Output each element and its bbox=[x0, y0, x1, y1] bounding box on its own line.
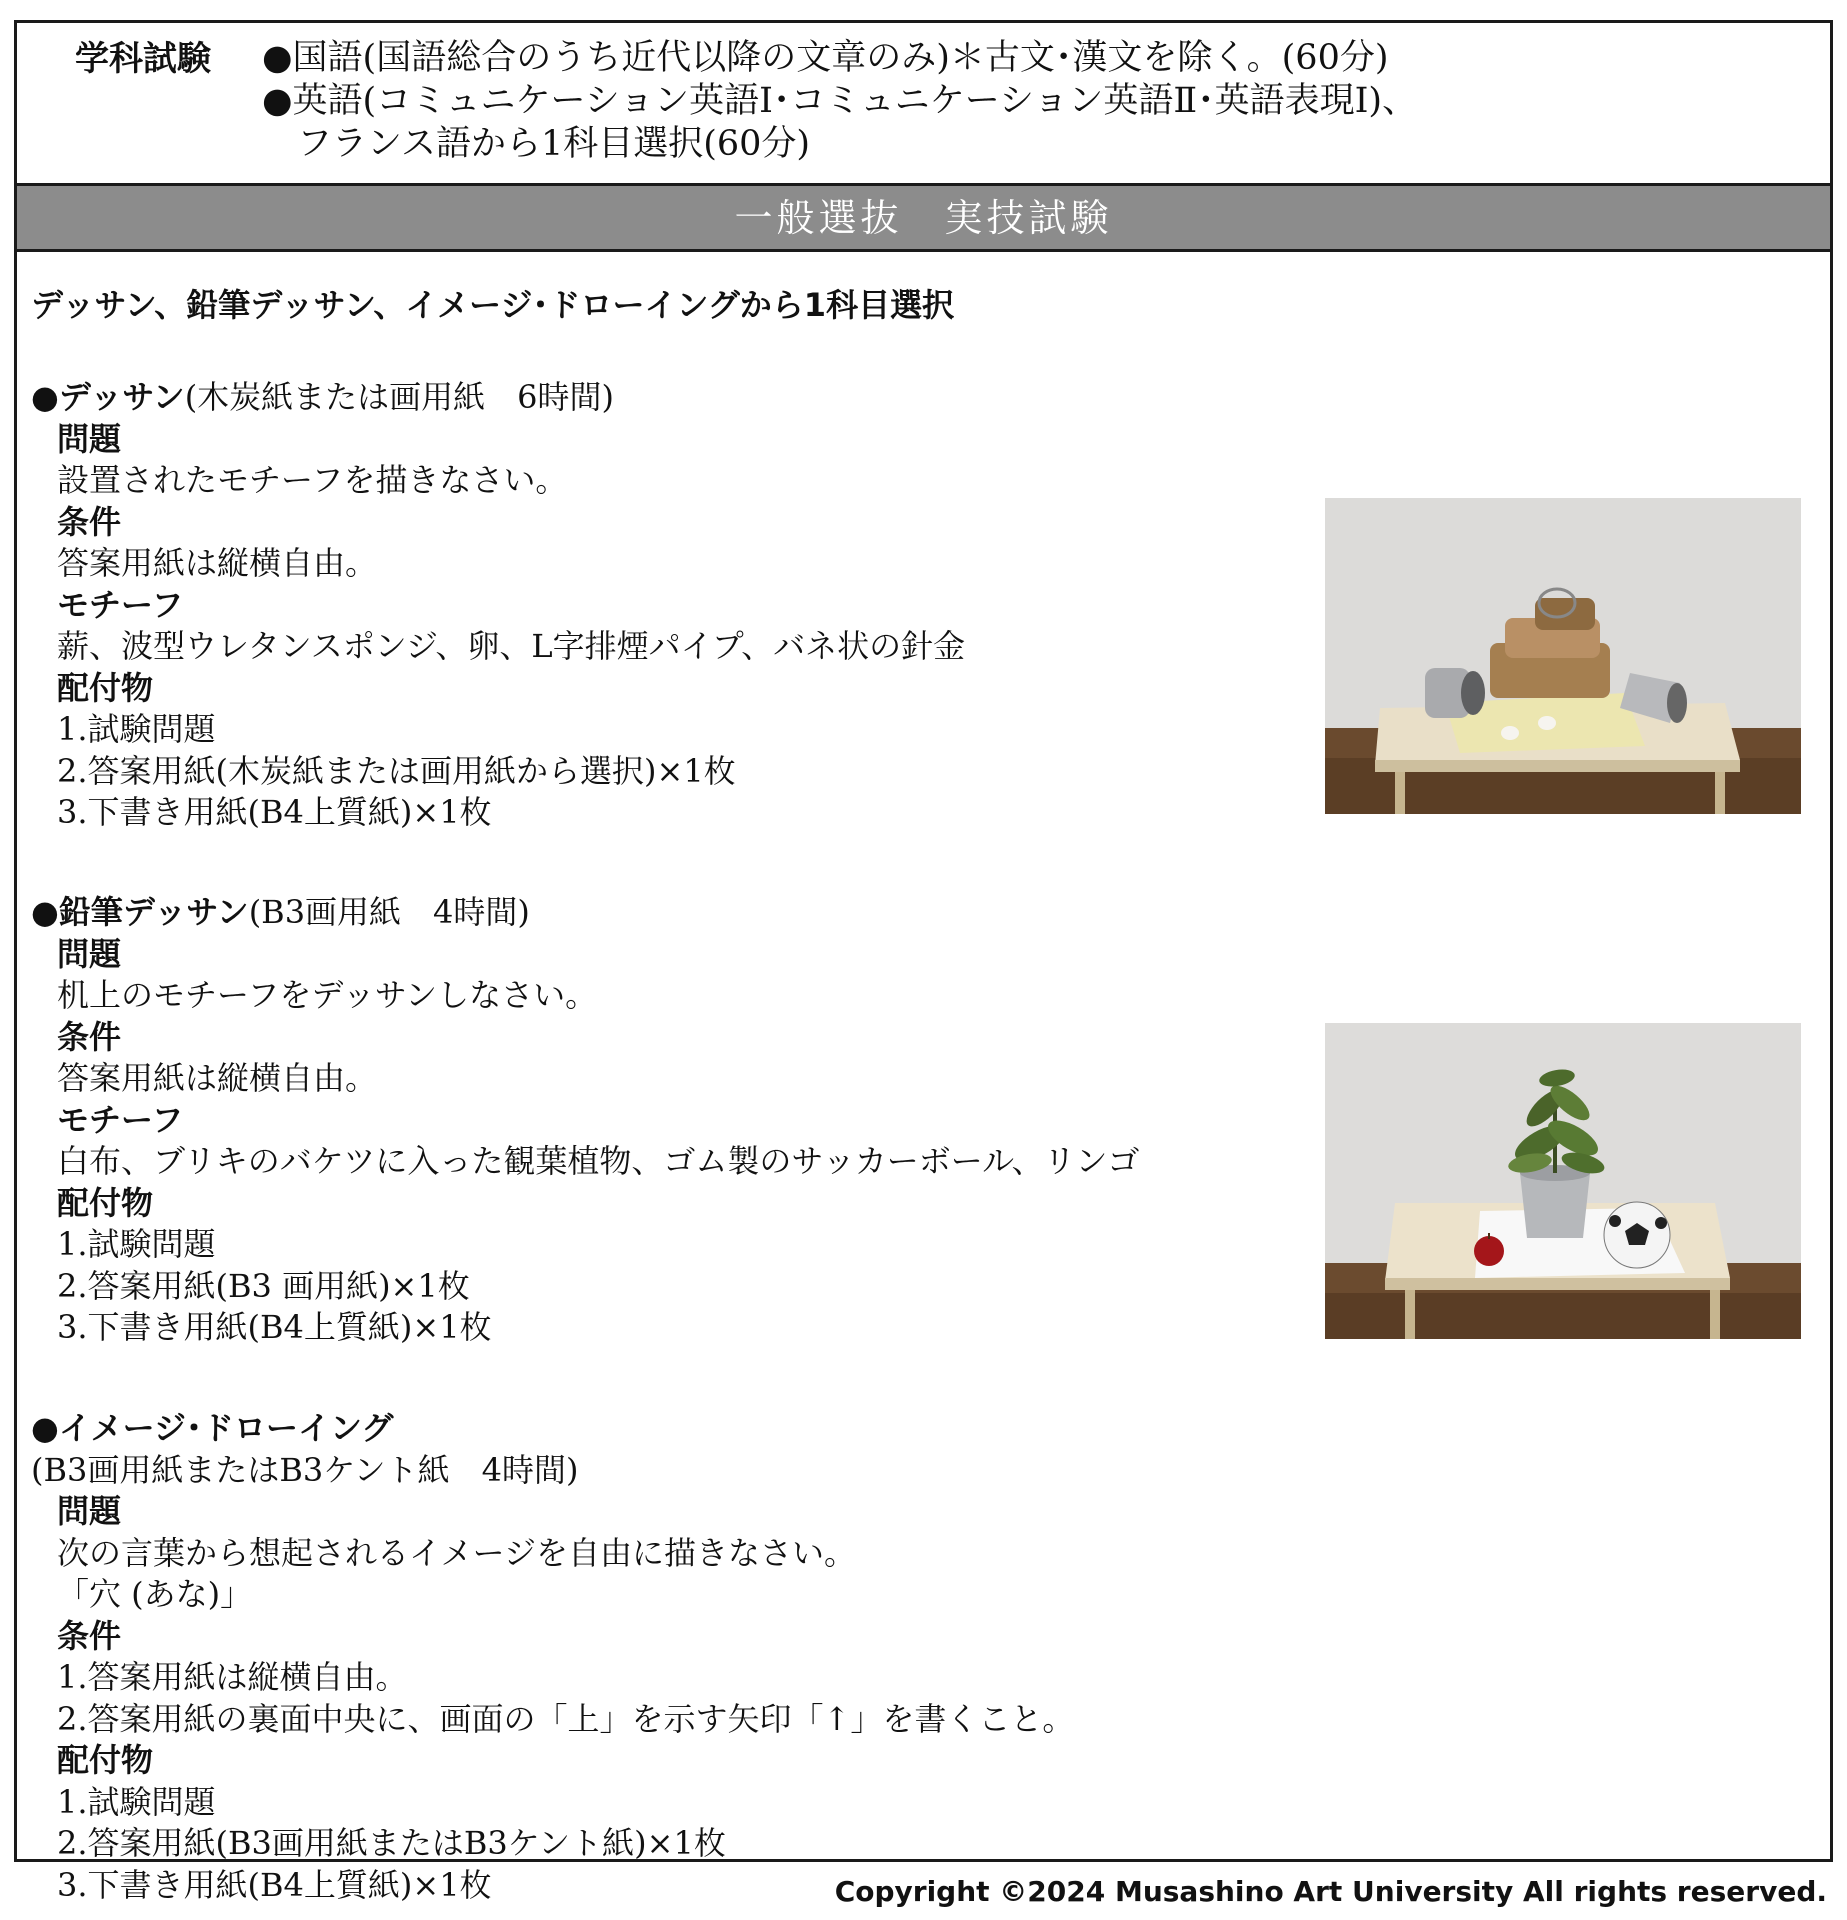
condition-item: 2.答案用紙の裏面中央に、画面の「上」を示す矢印「↑」を書くこと。 bbox=[57, 1699, 1075, 1738]
section-heading bbox=[31, 892, 1140, 934]
japanese-subject-line: ●国語(国語総合のうち近代以降の文章のみ)＊古文･漢文を除く。(60分) bbox=[262, 38, 1389, 78]
problem-word: 「穴 (あな)」 bbox=[57, 1575, 253, 1613]
pencil-dessin-motif-photo bbox=[1325, 1023, 1801, 1339]
motif-label: モチーフ bbox=[57, 1100, 184, 1139]
problem-text: 次の言葉から想起されるイメージを自由に描きなさい。 bbox=[57, 1533, 857, 1572]
condition-text: 答案用紙は縦横自由。 bbox=[57, 544, 378, 582]
academic-exam-label: 学科試験 bbox=[75, 39, 211, 79]
supply-item: 3.下書き用紙(B4上質紙)×1枚 bbox=[57, 1865, 492, 1904]
supply-item: 3.下書き用紙(B4上質紙)×1枚 bbox=[57, 793, 492, 831]
section-heading bbox=[31, 377, 965, 419]
motif-text: 薪、波型ウレタンスポンジ、卵、L字排煙パイプ、バネ状の針金 bbox=[57, 627, 966, 665]
english-subject-line: ●英語(コミュニケーション英語Ⅰ･コミュニケーション英語Ⅱ･英語表現Ⅰ)、 bbox=[262, 81, 1418, 121]
supply-item: 1.試験問題 bbox=[57, 1225, 216, 1263]
academic-exam-row bbox=[17, 23, 1830, 186]
problem-label: 問題 bbox=[57, 934, 122, 973]
supplies-label: 配付物 bbox=[57, 1183, 154, 1222]
section-spec: (木炭紙または画用紙 6時間) bbox=[184, 378, 615, 416]
supply-item: 2.答案用紙(木炭紙または画用紙から選択)×1枚 bbox=[57, 751, 736, 790]
section-title: ●鉛筆デッサン bbox=[31, 893, 249, 931]
condition-label: 条件 bbox=[57, 502, 122, 541]
condition-label: 条件 bbox=[57, 1017, 122, 1056]
practical-exam-banner: 一般選抜 実技試験 bbox=[17, 186, 1830, 252]
supplies-label: 配付物 bbox=[57, 668, 154, 707]
supplies-label: 配付物 bbox=[57, 1741, 154, 1779]
condition-text: 答案用紙は縦横自由。 bbox=[57, 1059, 378, 1097]
problem-text: 机上のモチーフをデッサンしなさい。 bbox=[57, 976, 598, 1014]
section-title: ●デッサン bbox=[31, 378, 185, 416]
motif-label: モチーフ bbox=[57, 585, 184, 624]
condition-label: 条件 bbox=[57, 1616, 122, 1655]
supply-item: 1.試験問題 bbox=[57, 710, 216, 748]
practical-exam-intro: デッサン、鉛筆デッサン、イメージ･ドローイングから1科目選択 bbox=[31, 286, 955, 324]
section-spec: (B3画用紙 4時間) bbox=[248, 893, 530, 931]
supply-item: 1.試験問題 bbox=[57, 1782, 216, 1821]
section-image-drawing bbox=[31, 1408, 1074, 1906]
section-pencil-dessin bbox=[31, 892, 1140, 1349]
academic-exam-subjects bbox=[262, 37, 1417, 166]
english-subject-line-cont: フランス語から1科目選択(60分) bbox=[297, 124, 811, 164]
dessin-motif-photo bbox=[1325, 498, 1801, 814]
section-title: ●イメージ･ドローイング bbox=[31, 1409, 394, 1447]
supply-item: 2.答案用紙(B3画用紙またはB3ケント紙)×1枚 bbox=[57, 1824, 726, 1862]
problem-text: 設置されたモチーフを描きなさい。 bbox=[57, 461, 568, 499]
problem-label: 問題 bbox=[57, 1492, 122, 1530]
supply-item: 3.下書き用紙(B4上質紙)×1枚 bbox=[57, 1308, 492, 1346]
copyright-notice: Copyright ©2024 Musashino Art University All rights reserved. bbox=[834, 1875, 1827, 1908]
condition-item: 1.答案用紙は縦横自由。 bbox=[57, 1658, 408, 1696]
motif-text: 白布、ブリキのバケツに入った観葉植物、ゴム製のサッカーボール、リンゴ bbox=[57, 1142, 1140, 1180]
problem-label: 問題 bbox=[57, 419, 122, 458]
section-dessin bbox=[31, 377, 965, 834]
section-spec: (B3画用紙またはB3ケント紙 4時間) bbox=[31, 1450, 579, 1489]
supply-item: 2.答案用紙(B3 画用紙)×1枚 bbox=[57, 1266, 470, 1305]
